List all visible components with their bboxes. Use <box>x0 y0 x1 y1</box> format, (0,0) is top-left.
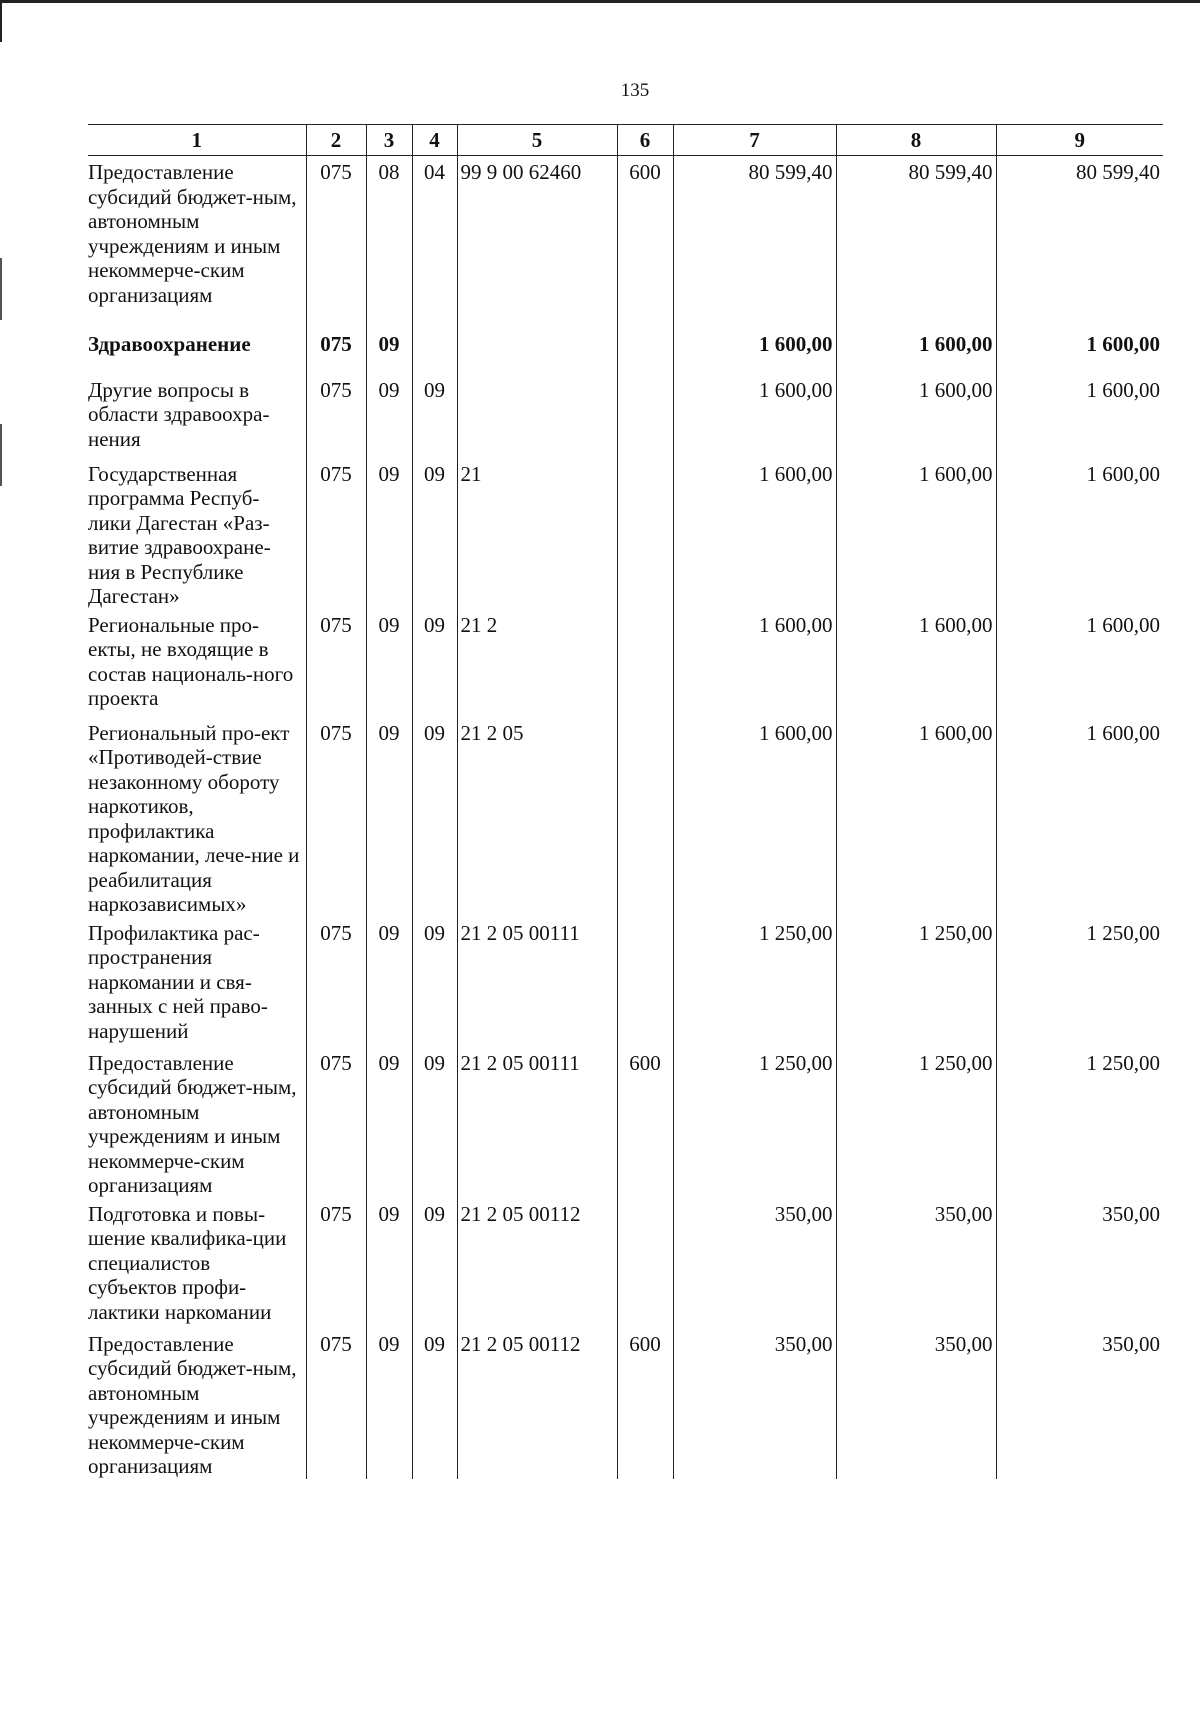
column-header-7: 7 <box>673 125 836 156</box>
ved-code: 075 <box>306 1047 366 1198</box>
target-article-code: 21 2 05 00112 <box>457 1328 617 1480</box>
table-row <box>88 1047 1163 1198</box>
amount-year-3: 1 600,00 <box>996 717 1163 917</box>
expense-type-code <box>617 458 673 609</box>
table-body <box>88 156 1163 1480</box>
section-code: 09 <box>366 717 412 917</box>
expense-type-code: 600 <box>617 156 673 328</box>
amount-year-2: 1 600,00 <box>836 328 996 374</box>
expense-type-code <box>617 328 673 374</box>
table-row <box>88 328 1163 374</box>
ved-code: 075 <box>306 717 366 917</box>
amount-year-3: 1 600,00 <box>996 374 1163 458</box>
ved-code: 075 <box>306 156 366 328</box>
ved-code: 075 <box>306 917 366 1047</box>
amount-year-2: 1 600,00 <box>836 374 996 458</box>
amount-year-1: 350,00 <box>673 1198 836 1328</box>
ved-code: 075 <box>306 374 366 458</box>
section-code: 09 <box>366 374 412 458</box>
amount-year-2: 80 599,40 <box>836 156 996 328</box>
amount-year-3: 1 600,00 <box>996 328 1163 374</box>
column-header-4: 4 <box>412 125 457 156</box>
section-code: 09 <box>366 1328 412 1480</box>
amount-year-3: 350,00 <box>996 1328 1163 1480</box>
section-code: 09 <box>366 1047 412 1198</box>
column-header-5: 5 <box>457 125 617 156</box>
ved-code: 075 <box>306 1328 366 1480</box>
column-header-8: 8 <box>836 125 996 156</box>
target-article-code: 21 2 <box>457 609 617 717</box>
target-article-code: 21 <box>457 458 617 609</box>
row-name: Профилактика рас-пространения наркомании и свя-занных с ней право-нарушений <box>88 920 268 1043</box>
ved-code: 075 <box>306 458 366 609</box>
amount-year-3: 80 599,40 <box>996 156 1163 328</box>
scan-artifact-mark <box>0 258 2 320</box>
target-article-code: 99 9 00 62460 <box>457 156 617 328</box>
expense-type-code <box>617 917 673 1047</box>
target-article-code: 21 2 05 00112 <box>457 1198 617 1328</box>
expense-type-code <box>617 374 673 458</box>
column-header-6: 6 <box>617 125 673 156</box>
table-row <box>88 1328 1163 1480</box>
row-name: Подготовка и повы-шение квалифика-ции специалистов субъектов профи-лактики наркомании <box>88 1201 287 1324</box>
row-name: Государственная программа Респуб-лики Дагестан «Раз-витие здравоохране-ния в Республике Дагестан» <box>88 461 271 608</box>
amount-year-1: 1 600,00 <box>673 458 836 609</box>
subsection-code: 09 <box>412 717 457 917</box>
expense-type-code: 600 <box>617 1328 673 1480</box>
section-code: 08 <box>366 156 412 328</box>
amount-year-1: 1 600,00 <box>673 609 836 717</box>
section-code: 09 <box>366 609 412 717</box>
ved-code: 075 <box>306 1198 366 1328</box>
amount-year-2: 350,00 <box>836 1198 996 1328</box>
table-row <box>88 374 1163 458</box>
scan-artifact-mark <box>0 424 2 486</box>
amount-year-3: 350,00 <box>996 1198 1163 1328</box>
amount-year-2: 1 600,00 <box>836 609 996 717</box>
column-header-1: 1 <box>88 125 306 156</box>
row-name: Региональный про-ект «Противодей-ствие незаконному обороту наркотиков, профилактика наркомании, лече-ние и реабилитация наркозависимых» <box>88 720 300 916</box>
table-row <box>88 156 1163 328</box>
amount-year-1: 1 250,00 <box>673 917 836 1047</box>
expense-type-code <box>617 717 673 917</box>
ved-code: 075 <box>306 328 366 374</box>
target-article-code <box>457 328 617 374</box>
target-article-code: 21 2 05 00111 <box>457 1047 617 1198</box>
row-name: Предоставление субсидий бюджет-ным, автономным учреждениям и иным некоммерче-ским организациям <box>88 1328 306 1480</box>
section-code: 09 <box>366 458 412 609</box>
scan-border-left <box>0 0 2 42</box>
amount-year-3: 1 250,00 <box>996 1047 1163 1198</box>
amount-year-1: 350,00 <box>673 1328 836 1480</box>
expense-type-code <box>617 1198 673 1328</box>
ved-code: 075 <box>306 609 366 717</box>
subsection-code <box>412 328 457 374</box>
amount-year-3: 1 600,00 <box>996 609 1163 717</box>
subsection-code: 09 <box>412 458 457 609</box>
table-row <box>88 917 1163 1047</box>
amount-year-1: 1 600,00 <box>673 717 836 917</box>
table-header-row <box>88 125 1163 156</box>
amount-year-3: 1 250,00 <box>996 917 1163 1047</box>
scan-border-top <box>0 0 1200 3</box>
row-name: Региональные про-екты, не входящие в состав националь-ного проекта <box>88 612 294 710</box>
expense-type-code <box>617 609 673 717</box>
target-article-code <box>457 374 617 458</box>
subsection-code: 09 <box>412 1047 457 1198</box>
amount-year-2: 1 250,00 <box>836 1047 996 1198</box>
amount-year-2: 350,00 <box>836 1328 996 1480</box>
row-name: Другие вопросы в области здравоохра-нения <box>88 377 270 451</box>
expense-type-code: 600 <box>617 1047 673 1198</box>
row-name: Здравоохранение <box>88 331 251 356</box>
section-code: 09 <box>366 1198 412 1328</box>
row-name: Предоставление субсидий бюджет-ным, автономным учреждениям и иным некоммерче-ским организациям <box>88 1050 297 1197</box>
target-article-code: 21 2 05 <box>457 717 617 917</box>
subsection-code: 09 <box>412 1198 457 1328</box>
subsection-code: 09 <box>412 374 457 458</box>
amount-year-2: 1 250,00 <box>836 917 996 1047</box>
column-header-9: 9 <box>996 125 1163 156</box>
table-row <box>88 609 1163 717</box>
row-name: Предоставление субсидий бюджет-ным, автономным учреждениям и иным некоммерче-ским организациям <box>88 160 297 307</box>
page-number: 135 <box>620 80 650 101</box>
table-row <box>88 1198 1163 1328</box>
section-code: 09 <box>366 328 412 374</box>
amount-year-1: 1 600,00 <box>673 328 836 374</box>
column-header-2: 2 <box>306 125 366 156</box>
budget-table <box>88 124 1163 1480</box>
section-code: 09 <box>366 917 412 1047</box>
target-article-code: 21 2 05 00111 <box>457 917 617 1047</box>
amount-year-1: 1 250,00 <box>673 1047 836 1198</box>
amount-year-1: 80 599,40 <box>673 156 836 328</box>
table-row <box>88 717 1163 917</box>
column-header-3: 3 <box>366 125 412 156</box>
table-row <box>88 458 1163 609</box>
amount-year-3: 1 600,00 <box>996 458 1163 609</box>
subsection-code: 04 <box>412 156 457 328</box>
amount-year-2: 1 600,00 <box>836 458 996 609</box>
amount-year-1: 1 600,00 <box>673 374 836 458</box>
subsection-code: 09 <box>412 1328 457 1480</box>
subsection-code: 09 <box>412 609 457 717</box>
subsection-code: 09 <box>412 917 457 1047</box>
amount-year-2: 1 600,00 <box>836 717 996 917</box>
